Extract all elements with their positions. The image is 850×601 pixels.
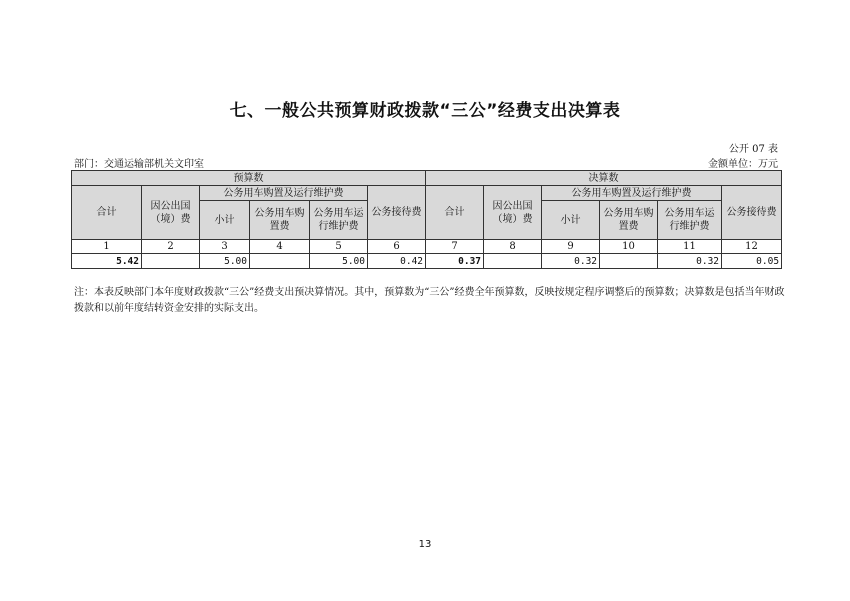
final-vehicle-running-header: 公务用车运行维护费 bbox=[658, 201, 722, 240]
column-index: 7 bbox=[426, 240, 484, 254]
value-cell bbox=[600, 254, 658, 269]
final-total-header: 合计 bbox=[426, 186, 484, 240]
column-index: 10 bbox=[600, 240, 658, 254]
column-index: 6 bbox=[368, 240, 426, 254]
value-cell: 5.00 bbox=[200, 254, 250, 269]
table-row bbox=[72, 254, 782, 269]
value-cell bbox=[484, 254, 542, 269]
value-cell: 0.05 bbox=[722, 254, 782, 269]
value-cell: 0.37 bbox=[426, 254, 484, 269]
column-index: 5 bbox=[310, 240, 368, 254]
column-index: 9 bbox=[542, 240, 600, 254]
value-cell bbox=[142, 254, 200, 269]
value-cell: 0.32 bbox=[542, 254, 600, 269]
final-vehicle-purchase-header: 公务用车购置费 bbox=[600, 201, 658, 240]
column-index: 8 bbox=[484, 240, 542, 254]
budget-vehicle-running-header: 公务用车运行维护费 bbox=[310, 201, 368, 240]
column-index: 2 bbox=[142, 240, 200, 254]
table-note: 注：本表反映部门本年度财政拨款“三公”经费支出预决算情况。其中，预算数为“三公”经费全年预算数，反映按规定程序调整后的预算数；决算数是包括当年财政拨款和以前年度结转资金安排的实际支出。 bbox=[74, 287, 785, 314]
budget-reception-header: 公务接待费 bbox=[368, 186, 426, 240]
three-public-expenses-table bbox=[71, 170, 782, 269]
budget-header: 预算数 bbox=[72, 171, 426, 186]
budget-subtotal-header: 小计 bbox=[200, 201, 250, 240]
value-cell: 5.42 bbox=[72, 254, 142, 269]
value-cell: 5.00 bbox=[310, 254, 368, 269]
budget-vehicle-header: 公务用车购置及运行维护费 bbox=[200, 186, 368, 201]
final-reception-header: 公务接待费 bbox=[722, 186, 782, 240]
column-index: 12 bbox=[722, 240, 782, 254]
budget-total-header: 合计 bbox=[72, 186, 142, 240]
amount-unit-label: 金额单位：万元 bbox=[708, 159, 778, 170]
final-header: 决算数 bbox=[426, 171, 782, 186]
page-title: 七、一般公共预算财政拨款“三公”经费支出决算表 bbox=[229, 101, 621, 121]
value-cell: 0.32 bbox=[658, 254, 722, 269]
budget-abroad-header: 因公出国（境）费 bbox=[142, 186, 200, 240]
department-label: 部门：交通运输部机关文印室 bbox=[74, 159, 204, 170]
page-number: 13 bbox=[418, 539, 432, 550]
final-abroad-header: 因公出国（境）费 bbox=[484, 186, 542, 240]
final-subtotal-header: 小计 bbox=[542, 201, 600, 240]
final-vehicle-header: 公务用车购置及运行维护费 bbox=[542, 186, 722, 201]
budget-vehicle-purchase-header: 公务用车购置费 bbox=[250, 201, 310, 240]
table-number: 公开 07 表 bbox=[728, 144, 778, 155]
column-index: 11 bbox=[658, 240, 722, 254]
value-cell: 0.42 bbox=[368, 254, 426, 269]
value-cell bbox=[250, 254, 310, 269]
column-index: 1 bbox=[72, 240, 142, 254]
column-index: 3 bbox=[200, 240, 250, 254]
column-index: 4 bbox=[250, 240, 310, 254]
